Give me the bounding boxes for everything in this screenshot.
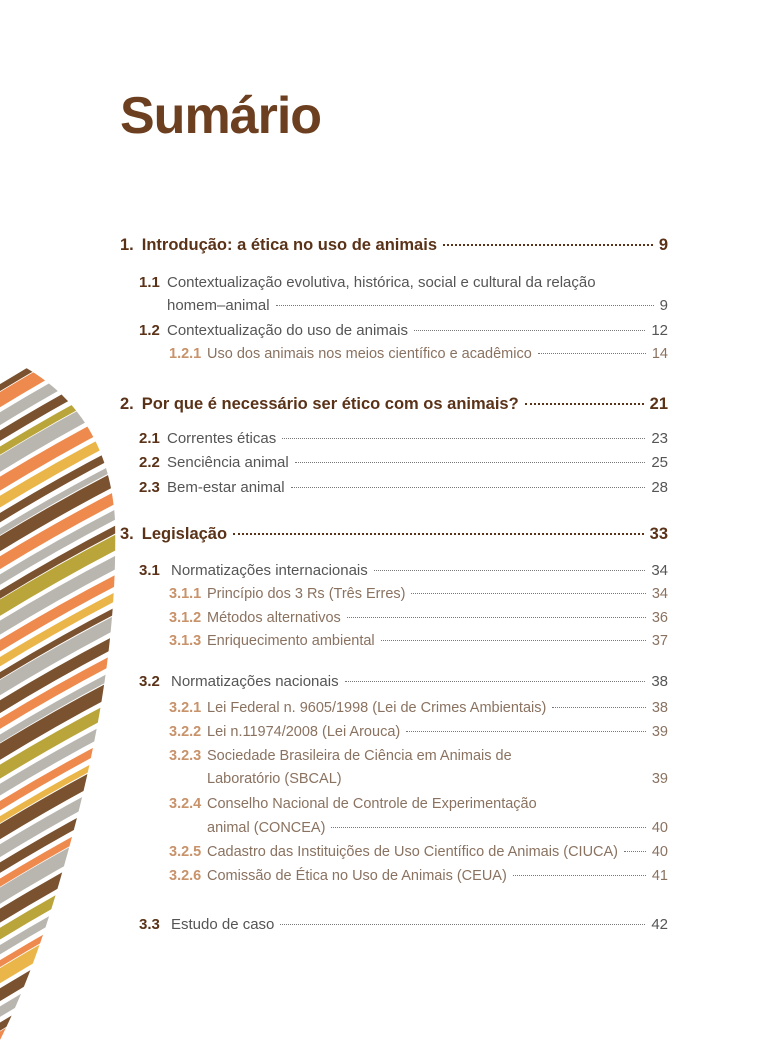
toc-text: Introdução: a ética no uso de animais (141, 236, 437, 254)
toc-number: 3.2.6 (169, 868, 202, 884)
toc-page: 36 (651, 610, 668, 626)
toc-page: 39 (651, 771, 668, 787)
dot-leader (624, 851, 646, 852)
stripe (0, 962, 140, 1040)
toc-number: 3.2.5 (169, 844, 202, 860)
stripe (0, 1030, 140, 1040)
toc-text: Senciência animal (167, 454, 289, 471)
toc-subsection-3-2-4[interactable] (207, 820, 668, 842)
toc-text: Normatizações nacionais (171, 673, 339, 690)
stripe (0, 982, 140, 1040)
dot-leader (348, 778, 646, 779)
toc-section-2-2[interactable] (139, 454, 668, 476)
toc-page: 42 (651, 916, 668, 933)
toc-page: 9 (659, 297, 668, 314)
dot-leader (282, 438, 645, 439)
toc-text: Lei Federal n. 9605/1998 (Lei de Crimes Ambientais) (207, 700, 547, 716)
toc-section-2-3[interactable] (139, 479, 668, 501)
toc-page: 37 (651, 633, 668, 649)
toc-subsection-3-2-6[interactable] (169, 868, 668, 890)
toc-page: 38 (651, 700, 668, 716)
toc-page: 12 (651, 322, 668, 339)
toc-number: 1. (120, 236, 134, 254)
dot-leader (347, 617, 646, 618)
toc-number: 2.2 (139, 454, 160, 471)
dot-leader (525, 403, 644, 405)
toc-section-3-1[interactable] (139, 562, 668, 584)
dot-leader (513, 875, 646, 876)
toc-page: 34 (651, 562, 668, 579)
toc-number: 3. (120, 525, 134, 543)
toc-section-3-3[interactable] (139, 916, 668, 938)
dot-leader (411, 593, 645, 594)
toc-page: 40 (651, 820, 668, 836)
toc-text: Uso dos animais nos meios científico e acadêmico (207, 346, 532, 362)
stripe (0, 1016, 140, 1040)
dot-leader (538, 353, 646, 354)
toc-number: 2. (120, 395, 134, 413)
toc-number: 1.2 (139, 322, 160, 339)
toc-chapter-3[interactable] (120, 525, 668, 547)
toc-subsection-3-1-1[interactable] (169, 586, 668, 608)
toc-text: Comissão de Ética no Uso de Animais (CEUA) (207, 868, 507, 884)
toc-chapter-1[interactable] (120, 236, 668, 258)
stripe (0, 322, 140, 412)
dot-leader (280, 924, 645, 925)
toc-text: Princípio dos 3 Rs (Três Erres) (207, 586, 406, 602)
toc-number: 2.1 (139, 430, 160, 447)
toc-text: Contextualização evolutiva, histórica, social e cultural da relação (167, 274, 596, 291)
toc-subsection-3-2-1[interactable] (169, 700, 668, 722)
toc-section-1-1-line1[interactable] (139, 274, 596, 296)
toc-text: Normatizações internacionais (171, 562, 368, 579)
dot-leader (414, 330, 645, 331)
toc-section-2-1[interactable] (139, 430, 668, 452)
toc-number: 3.2 (139, 673, 160, 690)
toc-number: 3.3 (139, 916, 160, 933)
page-title: Sumário (120, 87, 322, 145)
toc-subsection-3-2-3[interactable] (207, 771, 668, 793)
toc-section-1-1[interactable] (167, 297, 668, 319)
toc-page: 28 (651, 479, 668, 496)
toc-number: 3.2.1 (169, 700, 202, 716)
toc-subsection-3-2-4-line1[interactable] (169, 796, 537, 818)
toc-text: Por que é necessário ser ético com os animais? (141, 395, 519, 413)
dot-leader (345, 681, 646, 682)
stripe-group (0, 310, 140, 1040)
toc-page: 33 (649, 525, 668, 543)
toc-number: 3.2.4 (169, 796, 202, 812)
dot-leader (443, 244, 653, 246)
toc-page: 21 (649, 395, 668, 413)
toc-text: Métodos alternativos (207, 610, 341, 626)
toc-number: 3.2.2 (169, 724, 202, 740)
toc-number: 1.1 (139, 274, 160, 291)
toc-page: 23 (651, 430, 668, 447)
toc-subsection-1-2-1[interactable] (169, 346, 668, 368)
dot-leader (295, 462, 646, 463)
toc-subsection-3-2-3-line1[interactable] (169, 748, 512, 770)
toc-number: 3.1.1 (169, 586, 202, 602)
stripe (0, 898, 140, 988)
dot-leader (233, 533, 644, 535)
dot-leader (291, 487, 646, 488)
dot-leader (331, 827, 645, 828)
toc-text: Correntes éticas (167, 430, 277, 447)
dot-leader (276, 305, 654, 306)
toc-text: Enriquecimento ambiental (207, 633, 375, 649)
toc-text-continued: Laboratório (SBCAL) (207, 771, 342, 787)
toc-text: Contextualização do uso de animais (167, 322, 408, 339)
toc-number: 3.1.2 (169, 610, 202, 626)
toc-text: Sociedade Brasileira de Ciência em Animais de (207, 748, 512, 764)
toc-text: Cadastro das Instituições de Uso Científico de Animais (CIUCA) (207, 844, 619, 860)
dot-leader (381, 640, 646, 641)
toc-page: 40 (651, 844, 668, 860)
toc-page: 41 (651, 868, 668, 884)
toc-page: 38 (651, 673, 668, 690)
toc-page: 25 (651, 454, 668, 471)
toc-text: Conselho Nacional de Controle de Experimentação (207, 796, 537, 812)
stripe (0, 1000, 140, 1040)
toc-text-continued: animal (CONCEA) (207, 820, 326, 836)
toc-subsection-3-2-2[interactable] (169, 724, 668, 746)
toc-text: Legislação (141, 525, 228, 543)
toc-section-1-2[interactable] (139, 322, 668, 344)
toc-number: 3.1.3 (169, 633, 202, 649)
toc-chapter-2[interactable] (120, 395, 668, 417)
toc-page: 39 (651, 724, 668, 740)
dot-leader (406, 731, 646, 732)
toc-number: 2.3 (139, 479, 160, 496)
toc-number: 3.1 (139, 562, 160, 579)
toc-subsection-3-1-3[interactable] (169, 633, 668, 655)
toc-page: 14 (651, 346, 668, 362)
toc-text-continued: homem–animal (167, 297, 270, 314)
toc-section-3-2[interactable] (139, 673, 668, 695)
dot-leader (374, 570, 646, 571)
toc-number: 1.2.1 (169, 346, 202, 362)
toc-subsection-3-2-5[interactable] (169, 844, 668, 866)
dot-leader (552, 707, 646, 708)
toc-subsection-3-1-2[interactable] (169, 610, 668, 632)
toc-text: Lei n.11974/2008 (Lei Arouca) (207, 724, 401, 740)
toc-page: 9 (658, 236, 668, 254)
toc-page: 34 (651, 586, 668, 602)
toc-number: 3.2.3 (169, 748, 202, 764)
toc-text: Bem-estar animal (167, 479, 285, 496)
toc-text: Estudo de caso (171, 916, 275, 933)
